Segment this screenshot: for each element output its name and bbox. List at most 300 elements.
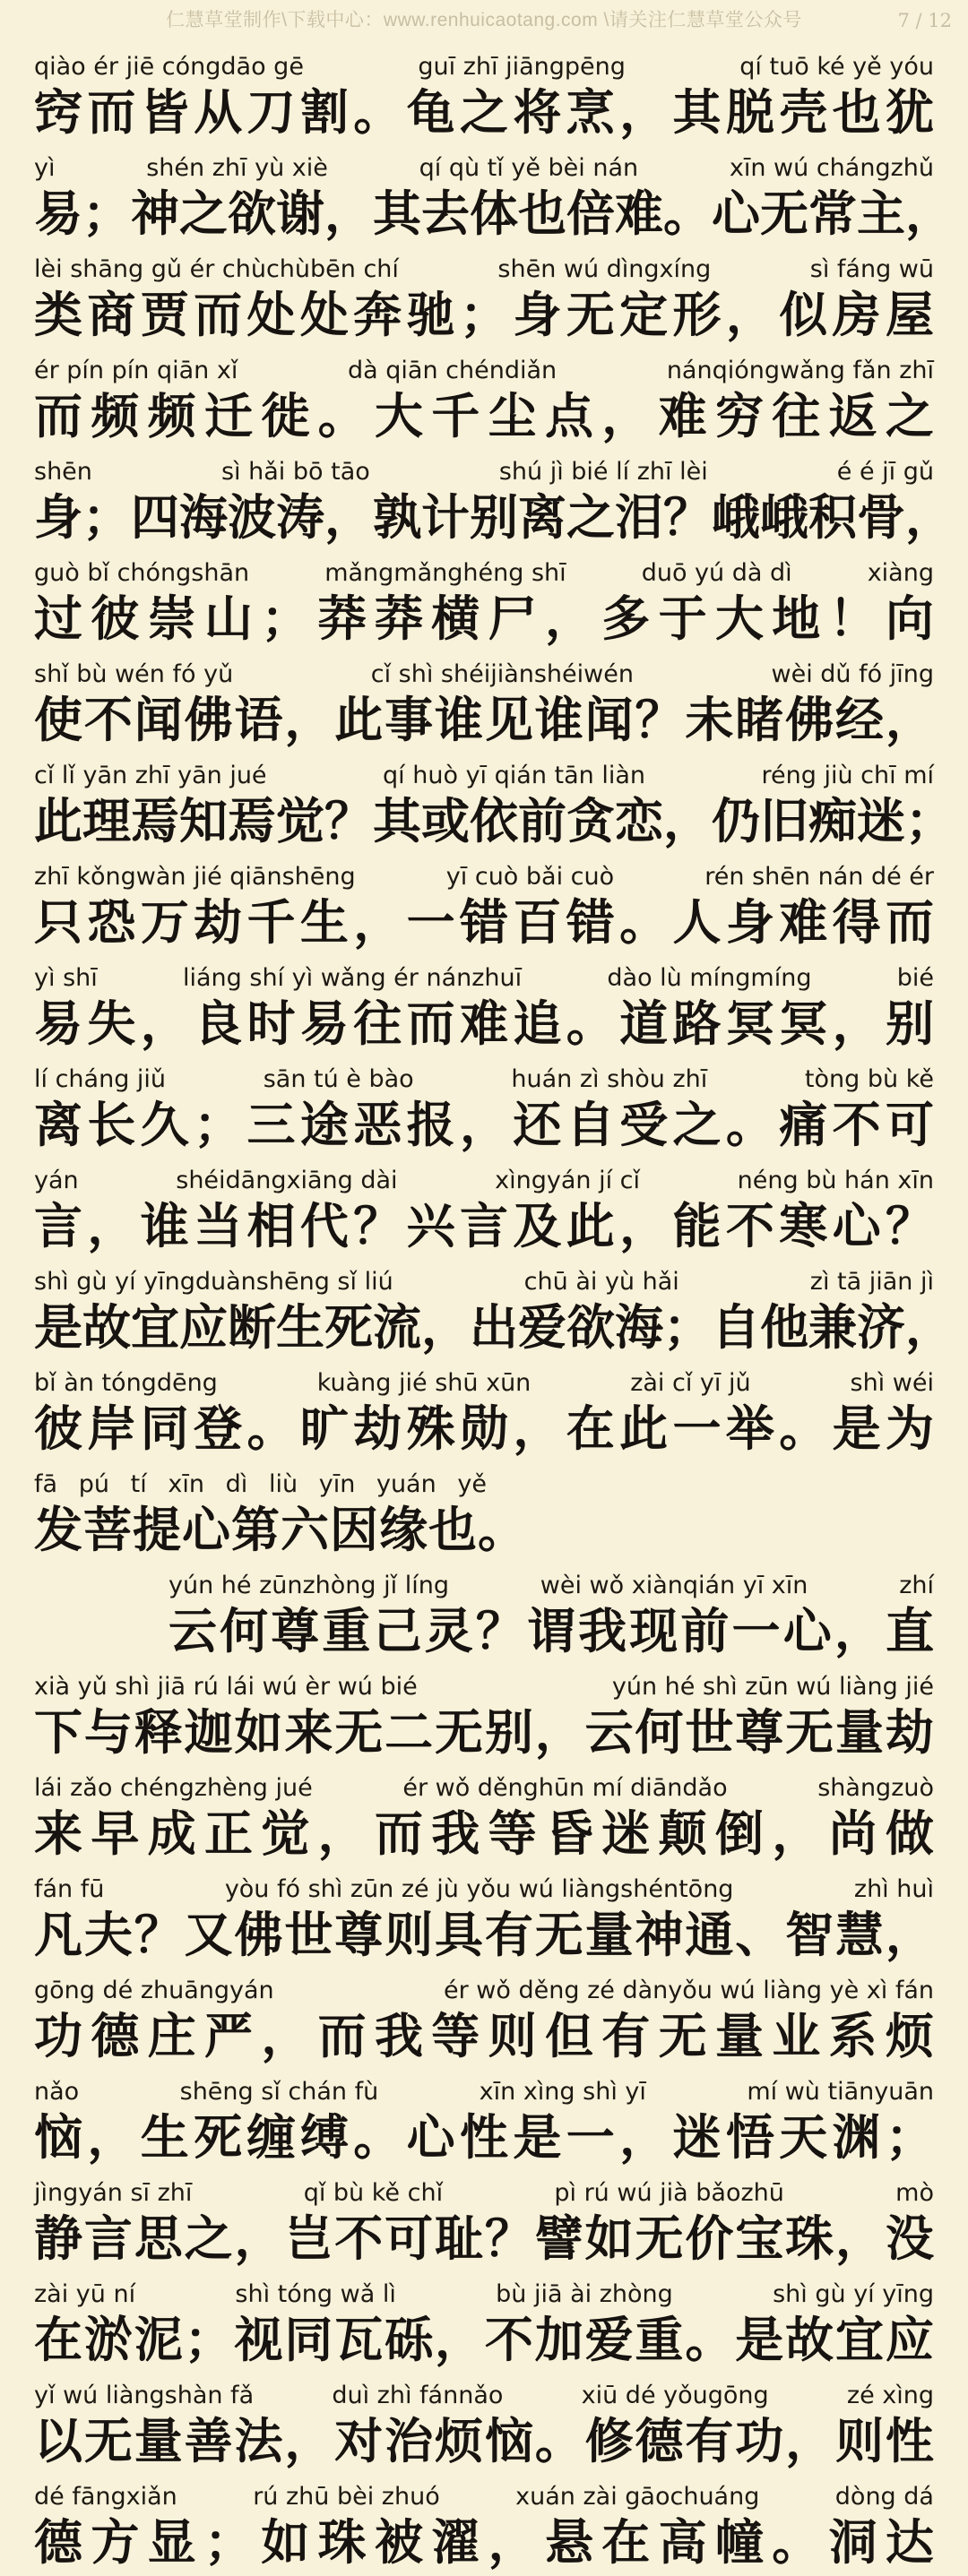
pinyin-group: shì wéi <box>850 1369 934 1397</box>
hanzi-char: ？ <box>475 1605 524 1658</box>
hanzi-char: ， <box>905 1301 954 1355</box>
pinyin-group: kuàng jié shū xūn <box>316 1369 532 1397</box>
hanzi-char: 重 <box>322 1605 371 1658</box>
text-line-pair <box>34 146 954 247</box>
hanzi-char: 量 <box>584 1908 634 1962</box>
hanzi-char: 商 <box>87 289 136 342</box>
hanzi-char: 慧 <box>835 1908 884 1962</box>
hanzi-char: 岂 <box>284 2212 333 2266</box>
hanzi-char: 离 <box>518 491 566 545</box>
hanzi-char: ， <box>619 86 669 140</box>
hanzi-char: ， <box>785 2415 834 2468</box>
pinyin-group: wèi dǔ fó jīng <box>771 660 934 688</box>
pinyin-group: xuán zài gāochuáng <box>515 2483 760 2511</box>
hanzi-char: 尘 <box>488 390 537 444</box>
hanzi-char: 峨 <box>760 491 808 545</box>
hanzi-char: 冥 <box>779 997 828 1051</box>
hanzi-char: 失 <box>87 997 136 1051</box>
hanzi-char: 重 <box>635 2313 684 2367</box>
hanzi-char: 其 <box>672 86 722 140</box>
hanzi-char: 无 <box>785 1706 834 1760</box>
hanzi-char: 无 <box>658 2010 707 2063</box>
hanzi-char: 贾 <box>140 289 189 342</box>
hanzi-char: 尊 <box>334 1908 384 1962</box>
hanzi-char: 功 <box>735 2415 784 2468</box>
hanzi-char: 具 <box>435 1908 483 1962</box>
hanzi-char: 幢 <box>714 2516 764 2570</box>
hanzi-char: 何 <box>635 1706 684 1760</box>
pinyin-group: bù jiā ài zhòng <box>496 2280 673 2308</box>
hanzi-char: 可 <box>385 2212 434 2266</box>
hanzi-char: 离 <box>34 1098 82 1152</box>
pinyin-line <box>34 1057 934 1093</box>
hanzi-line <box>34 1093 934 1159</box>
hanzi-char: 严 <box>203 2010 253 2063</box>
hanzi-char: 窍 <box>34 86 82 140</box>
hanzi-char: ； <box>82 491 131 545</box>
hanzi-char: 烹 <box>566 86 615 140</box>
hanzi-char: 之 <box>179 187 228 241</box>
hanzi-char: 一 <box>672 1402 722 1456</box>
hanzi-char: 加 <box>534 2313 583 2367</box>
hanzi-char: 痴 <box>808 795 857 849</box>
pinyin-group: duō yú dà dì <box>641 559 792 587</box>
hanzi-char: ； <box>194 1098 243 1152</box>
text-line-pair <box>34 754 954 855</box>
hanzi-char: 我 <box>431 1807 480 1861</box>
hanzi-char: 难 <box>615 187 663 241</box>
hanzi-char: 无 <box>435 1706 483 1760</box>
pinyin-group: qiào ér jiē cóngdāo gē <box>34 53 304 81</box>
hanzi-char: ， <box>421 1301 470 1355</box>
hanzi-char: 我 <box>374 2010 423 2063</box>
text-line-pair <box>34 1969 934 2070</box>
hanzi-char: 路 <box>672 997 722 1051</box>
hanzi-char: 。 <box>779 1402 828 1456</box>
header-credit: 仁慧草堂制作\下载中心：www.renhuicaotang.com \请关注仁慧草堂公众号 <box>166 10 802 30</box>
hanzi-line <box>34 2511 934 2576</box>
hanzi-line <box>34 891 934 956</box>
hanzi-char: 不 <box>83 694 133 747</box>
hanzi-char: 二 <box>385 1706 434 1760</box>
hanzi-char: 视 <box>234 2313 283 2367</box>
pinyin-group: mò <box>895 2179 934 2207</box>
pinyin-line <box>34 855 934 891</box>
hanzi-char: ？ <box>663 491 712 545</box>
hanzi-char: 别 <box>470 491 518 545</box>
hanzi-char: 寒 <box>779 1200 828 1254</box>
hanzi-char: ， <box>905 187 954 241</box>
text-line-pair <box>34 1260 954 1361</box>
hanzi-char: 相 <box>246 1200 296 1254</box>
pinyin-line <box>34 146 934 182</box>
hanzi-char: 缚 <box>299 2111 349 2165</box>
hanzi-char: 高 <box>658 2516 707 2570</box>
hanzi-char: 迦 <box>184 1706 233 1760</box>
hanzi-char: 被 <box>374 2516 423 2570</box>
pinyin-group: pú <box>78 1470 109 1498</box>
hanzi-char: 恼 <box>34 2111 82 2165</box>
hanzi-char: ， <box>619 1200 669 1254</box>
hanzi-char: 尊 <box>271 1605 320 1658</box>
hanzi-char: 同 <box>140 1402 189 1456</box>
hanzi-char: 静 <box>34 2212 82 2266</box>
hanzi-char: 应 <box>885 2313 934 2367</box>
hanzi-char: 谓 <box>526 1605 575 1658</box>
pinyin-group: xià yǔ shì jiā rú lái wú èr wú bié <box>34 1673 418 1701</box>
hanzi-char: 自 <box>712 1301 760 1355</box>
hanzi-char: 如 <box>584 2212 634 2266</box>
hanzi-char: 焉 <box>131 795 179 849</box>
hanzi-char: 频 <box>91 390 140 444</box>
hanzi-char: 多 <box>601 592 651 646</box>
hanzi-char: 。 <box>685 2313 734 2367</box>
hanzi-char: 昏 <box>544 1807 593 1861</box>
hanzi-char: 无 <box>334 1706 384 1760</box>
hanzi-char: 倍 <box>566 187 615 241</box>
pinyin-line <box>34 1969 934 2004</box>
hanzi-char: 生 <box>140 2111 189 2165</box>
hanzi-line <box>34 1802 934 1867</box>
hanzi-char: 同 <box>284 2313 333 2367</box>
pinyin-group: yún hé shì zūn wú liàng jié <box>611 1673 934 1701</box>
hanzi-char: ， <box>460 1098 508 1152</box>
hanzi-char: 与 <box>83 1706 133 1760</box>
pinyin-group: zhí <box>899 1572 934 1599</box>
hanzi-char: ， <box>87 1200 136 1254</box>
hanzi-char: 如 <box>261 2516 310 2570</box>
hanzi-char: 也 <box>832 86 881 140</box>
pinyin-group: shēn wú dìngxíng <box>497 255 712 283</box>
hanzi-char: 对 <box>334 2415 384 2468</box>
hanzi-char: 悟 <box>725 2111 774 2165</box>
pinyin-line <box>34 652 934 688</box>
pinyin-line <box>34 1665 934 1701</box>
hanzi-char: 追 <box>513 997 562 1051</box>
hanzi-char: 言 <box>460 1200 508 1254</box>
text-line-pair <box>169 1564 934 1665</box>
hanzi-char: 彼 <box>91 592 140 646</box>
hanzi-char: 难 <box>658 390 707 444</box>
hanzi-char: 骨 <box>857 491 905 545</box>
hanzi-char: ， <box>353 896 402 950</box>
pinyin-line <box>34 247 934 283</box>
hanzi-char: 莽 <box>317 592 367 646</box>
hanzi-line <box>34 1397 934 1462</box>
pinyin-group: dòng dá <box>834 2483 934 2511</box>
hanzi-char: ， <box>284 2415 333 2468</box>
hanzi-char: ？ <box>353 1200 402 1254</box>
hanzi-char: 云 <box>584 1706 634 1760</box>
pinyin-line <box>34 1260 934 1296</box>
hanzi-char: 难 <box>779 896 828 950</box>
hanzi-char: 三 <box>246 1098 296 1152</box>
hanzi-char: 大 <box>714 592 764 646</box>
hanzi-char: 前 <box>680 1605 730 1658</box>
pinyin-group: yī cuò bǎi cuò <box>445 863 615 891</box>
hanzi-char: 谁 <box>140 1200 189 1254</box>
hanzi-char: ； <box>886 2111 934 2165</box>
hanzi-char: 。 <box>619 896 669 950</box>
pinyin-group: shú jì bié lí zhī lèi <box>498 458 708 486</box>
pinyin-group: dé fāngxiǎn <box>34 2483 177 2511</box>
hanzi-char: 可 <box>886 1098 934 1152</box>
hanzi-char: 倒 <box>714 1807 764 1861</box>
text-line-pair <box>34 1462 934 1564</box>
pinyin-group: yòu fó shì zūn zé jù yǒu wú liàngshéntōng <box>224 1875 734 1903</box>
pinyin-group: ér pín pín qiān xǐ <box>34 357 238 384</box>
hanzi-char: ？ <box>635 694 684 747</box>
pinyin-group: guī zhī jiāngpēng <box>418 53 626 81</box>
hanzi-char: ， <box>834 1605 883 1658</box>
hanzi-char: 龟 <box>406 86 455 140</box>
pinyin-group: yīn <box>318 1470 356 1498</box>
hanzi-char: 方 <box>91 2516 140 2570</box>
hanzi-char: 贪 <box>566 795 615 849</box>
hanzi-char: 犹 <box>886 86 934 140</box>
hanzi-char: 无 <box>566 289 615 342</box>
hanzi-char: ？ <box>484 2212 533 2266</box>
pinyin-group: xīn xìng shì yī <box>479 2078 646 2106</box>
hanzi-char: 言 <box>34 1200 82 1254</box>
hanzi-char: 等 <box>431 2010 480 2063</box>
hanzi-char: 。 <box>663 187 712 241</box>
hanzi-char: 此 <box>34 795 82 849</box>
text-line-pair <box>34 551 934 652</box>
hanzi-char: ， <box>317 1807 367 1861</box>
hanzi-char: 无 <box>83 2415 133 2468</box>
hanzi-char: 不 <box>334 2212 384 2266</box>
hanzi-char: 涛 <box>276 491 324 545</box>
pinyin-group: xiàng <box>867 559 934 587</box>
hanzi-char: 宜 <box>131 1301 179 1355</box>
hanzi-char: 断 <box>228 1301 276 1355</box>
hanzi-char: ， <box>725 289 774 342</box>
hanzi-char: 譬 <box>534 2212 583 2266</box>
hanzi-char: 不 <box>484 2313 533 2367</box>
hanzi-char: 性 <box>460 2111 508 2165</box>
hanzi-char: 向 <box>885 592 934 646</box>
hanzi-char: ， <box>601 390 651 444</box>
hanzi-char: 事 <box>385 694 434 747</box>
hanzi-char: 欲 <box>228 187 276 241</box>
hanzi-char: 道 <box>619 997 669 1051</box>
pinyin-group: xīn wú chángzhǔ <box>729 154 934 182</box>
pinyin-line <box>34 1766 934 1802</box>
hanzi-char: ， <box>544 592 593 646</box>
hanzi-char: 无 <box>635 2212 684 2266</box>
pinyin-group: lí cháng jiǔ <box>34 1065 167 1093</box>
hanzi-char: 。 <box>566 997 615 1051</box>
hanzi-char: 受 <box>619 1098 669 1152</box>
hanzi-char: 别 <box>886 997 934 1051</box>
pinyin-group: yì <box>34 154 56 182</box>
hanzi-char: 时 <box>246 997 296 1051</box>
hanzi-char: 何 <box>220 1605 269 1658</box>
pinyin-group: rén shēn nán dé ér <box>704 863 934 891</box>
hanzi-char: 济 <box>857 1301 905 1355</box>
hanzi-char: 早 <box>91 1807 140 1861</box>
hanzi-char: 谢 <box>276 187 324 241</box>
hanzi-char: 神 <box>635 1908 684 1962</box>
pinyin-line <box>34 1462 487 1498</box>
hanzi-char: 良 <box>194 997 243 1051</box>
hanzi-char: 见 <box>484 694 533 747</box>
hanzi-char: 勋 <box>460 1402 508 1456</box>
hanzi-char: 应 <box>179 1301 228 1355</box>
hanzi-char: 似 <box>779 289 828 342</box>
hanzi-char: 横 <box>431 592 480 646</box>
hanzi-char: 世 <box>685 1706 734 1760</box>
hanzi-char: 山 <box>203 592 253 646</box>
hanzi-char: 代 <box>299 1200 349 1254</box>
pinyin-group: nánqióngwǎng fǎn zhī <box>666 357 934 384</box>
hanzi-char: 类 <box>34 289 82 342</box>
hanzi-char: 之 <box>885 390 934 444</box>
hanzi-char: ， <box>435 2313 483 2367</box>
text-line-pair <box>34 956 934 1057</box>
text-line-pair <box>34 2475 934 2576</box>
hanzi-char: 有 <box>685 2415 734 2468</box>
text-body <box>0 41 968 2576</box>
hanzi-char: 但 <box>544 2010 593 2063</box>
hanzi-char: 佛 <box>184 694 233 747</box>
pinyin-group: néng bù hán xīn <box>737 1167 934 1194</box>
hanzi-char: 登 <box>194 1402 243 1456</box>
hanzi-char: 。 <box>725 1098 774 1152</box>
hanzi-char: 不 <box>832 1098 881 1152</box>
hanzi-char: 死 <box>194 2111 243 2165</box>
hanzi-char: 之 <box>184 2212 233 2266</box>
hanzi-char: 欲 <box>566 1301 615 1355</box>
hanzi-char: 德 <box>91 2010 140 2063</box>
hanzi-char: 途 <box>299 1098 349 1152</box>
hanzi-char: 而 <box>406 997 455 1051</box>
text-line-pair <box>34 1766 934 1867</box>
pinyin-group: shàngzuò <box>817 1774 934 1802</box>
hanzi-char: 前 <box>518 795 566 849</box>
hanzi-char: 彼 <box>34 1402 82 1456</box>
hanzi-char: 生 <box>299 896 349 950</box>
hanzi-char: 庄 <box>147 2010 196 2063</box>
hanzi-char: 过 <box>34 592 82 646</box>
hanzi-char: 恐 <box>87 896 136 950</box>
pinyin-group: zhī kǒngwàn jié qiānshēng <box>34 863 356 891</box>
pinyin-group: ér wǒ děnghūn mí diāndǎo <box>402 1774 728 1802</box>
hanzi-char: 死 <box>324 1301 373 1355</box>
text-line-pair <box>34 1361 934 1462</box>
hanzi-line <box>34 384 934 450</box>
hanzi-char: 宝 <box>735 2212 784 2266</box>
hanzi-char: 于 <box>658 592 707 646</box>
hanzi-char: ， <box>772 1807 821 1861</box>
hanzi-line <box>34 1903 934 1969</box>
hanzi-char: 爱 <box>518 1301 566 1355</box>
hanzi-char: 功 <box>34 2010 82 2063</box>
hanzi-char: 难 <box>460 997 508 1051</box>
pinyin-group: qí tuō ké yě yóu <box>739 53 934 81</box>
hanzi-char: 地 <box>772 592 821 646</box>
hanzi-line <box>34 2409 934 2475</box>
hanzi-char: ？ <box>134 1908 183 1962</box>
hanzi-char: 谁 <box>435 694 483 747</box>
pinyin-group: tí <box>130 1470 147 1498</box>
pinyin-group: zài yū ní <box>34 2280 136 2308</box>
hanzi-char: 之 <box>672 1098 722 1152</box>
pinyin-group: zài cǐ yī jǔ <box>630 1369 751 1397</box>
text-line-pair <box>34 855 934 956</box>
pinyin-group: shǐ bù wén fó yǔ <box>34 660 234 688</box>
hanzi-char: 举 <box>725 1402 774 1456</box>
text-line-pair <box>34 2374 934 2475</box>
hanzi-char: 尚 <box>828 1807 877 1861</box>
pinyin-group: bǐ àn tóngdēng <box>34 1369 218 1397</box>
hanzi-char: 频 <box>147 390 196 444</box>
hanzi-char: 知 <box>179 795 228 849</box>
pinyin-group: xiū dé yǒugōng <box>581 2382 769 2409</box>
hanzi-char: 云 <box>169 1605 217 1658</box>
hanzi-char: 其 <box>373 187 421 241</box>
hanzi-char: 脱 <box>725 86 774 140</box>
pinyin-group: cǐ shì shéijiànshéiwén <box>370 660 634 688</box>
hanzi-char: 。 <box>353 86 402 140</box>
hanzi-char: 灵 <box>424 1605 473 1658</box>
hanzi-char: ， <box>534 1706 583 1760</box>
pinyin-line <box>34 1867 934 1903</box>
hanzi-char: 则 <box>488 2010 537 2063</box>
hanzi-char: 夫 <box>83 1908 133 1962</box>
pinyin-group: shéidāngxiāng dài <box>176 1167 398 1194</box>
hanzi-char: 无 <box>534 1908 583 1962</box>
pinyin-group: fán fū <box>34 1875 105 1903</box>
hanzi-char: 凡 <box>34 1908 82 1962</box>
hanzi-char: 去 <box>421 187 470 241</box>
hanzi-line <box>34 486 954 551</box>
pinyin-group: tòng bù kě <box>804 1065 934 1093</box>
text-line-pair <box>34 1665 934 1766</box>
hanzi-char: 法 <box>234 2415 283 2468</box>
hanzi-char: 错 <box>460 896 508 950</box>
hanzi-char: 处 <box>246 289 296 342</box>
hanzi-char: 往 <box>353 997 402 1051</box>
hanzi-char: 现 <box>629 1605 678 1658</box>
hanzi-char: 孰 <box>373 491 421 545</box>
text-line-pair <box>34 2171 934 2272</box>
hanzi-char: 来 <box>34 1807 82 1861</box>
hanzi-char: ； <box>184 2313 233 2367</box>
hanzi-char: 使 <box>34 694 82 747</box>
hanzi-char: 壳 <box>779 86 828 140</box>
hanzi-char: 达 <box>885 2516 934 2570</box>
pinyin-group: pì rú wú jià bǎozhū <box>554 2179 784 2207</box>
hanzi-char: 尊 <box>735 1706 784 1760</box>
hanzi-char: 波 <box>228 491 276 545</box>
hanzi-char: 神 <box>131 187 179 241</box>
hanzi-char: 房 <box>832 289 881 342</box>
pinyin-group: rú zhū bèi zhuó <box>253 2483 440 2511</box>
hanzi-char: ， <box>324 187 373 241</box>
hanzi-char: 之 <box>566 491 615 545</box>
pinyin-line <box>34 1361 934 1397</box>
pinyin-group: shén zhī yù xiè <box>146 154 328 182</box>
hanzi-char: 岸 <box>87 1402 136 1456</box>
hanzi-char: ？ <box>886 1200 934 1254</box>
pinyin-group: shì gù yí yīngduànshēng sǐ liú <box>34 1268 393 1296</box>
pinyin-group: qǐ bù kě chǐ <box>303 2179 444 2207</box>
pinyin-group: duì zhì fánnǎo <box>332 2382 504 2409</box>
pinyin-group: liù <box>268 1470 298 1498</box>
hanzi-char: ， <box>835 2212 884 2266</box>
